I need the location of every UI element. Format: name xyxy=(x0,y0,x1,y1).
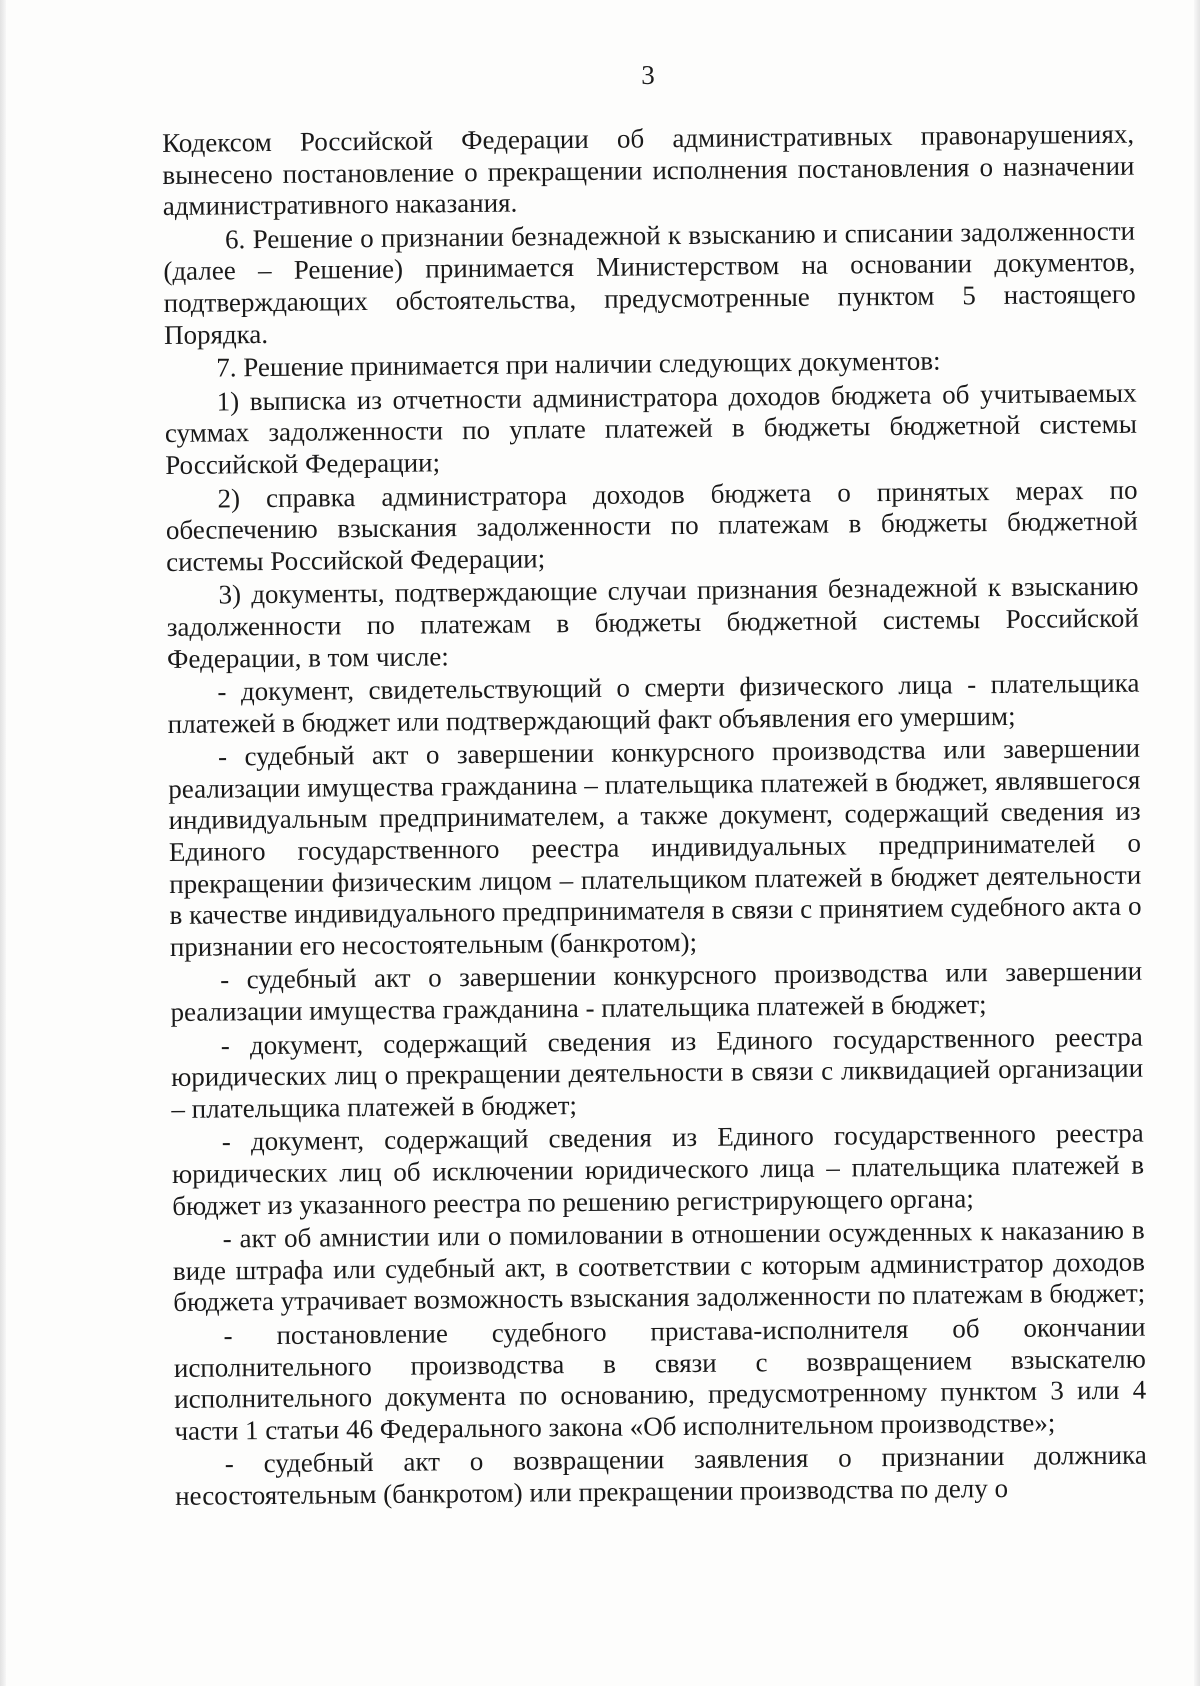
paragraph-item-6: 6. Решение о признании безнадежной к взысканию и списании задолженности (далее – Решение) принимается Министерством на основании документов, подтверждающих обстоятельства, предусмотренные пунктом 5 настоящего Порядка. xyxy=(163,215,1136,350)
sub-item-court-act-return: - судебный акт о возвращении заявления о признании должника несостоятельным (банкротом) или прекращении производства по делу о xyxy=(174,1439,1147,1511)
sub-item-death-document: - документ, свидетельствующий о смерти физического лица - плательщика платежей в бюджет или подтверждающий факт объявления его умершим; xyxy=(167,667,1140,739)
sub-item-bailiff-resolution: - постановление судебного пристава-исполнителя об окончании исполнительного производства в связи с возвращением взыскателю исполнительного документа по основанию, предусмотренному пунктом 3 или 4 части 1 статьи 46 Федерального закона «Об исполнительном производстве»; xyxy=(173,1311,1147,1446)
list-item-1: 1) выписка из отчетности администратора доходов бюджета об учитываемых суммах задолженности по уплате платежей в бюджеты бюджетной системы Российской Федерации; xyxy=(164,377,1138,480)
paragraph-item-7: 7. Решение принимается при наличии следующих документов: xyxy=(216,345,941,383)
sub-item-bankruptcy-citizen: - судебный акт о завершении конкурсного производства или завершении реализации имущества гражданина - плательщика платежей в бюджет; xyxy=(170,956,1143,1027)
page-number: 3 xyxy=(641,60,655,90)
sub-item-liquidation: - документ, содержащий сведения из Единого государственного реестра юридических лиц о прекращении деятельности в связи с ликвидацией организации – плательщика платежей в бюджет; xyxy=(170,1021,1144,1124)
sub-item-exclusion-from-registry: - документ, содержащий сведения из Единого государственного реестра юридических лиц об исключении юридического лица – плательщика платежей в бюджет из указанного реестра по решению регистрирующего органа; xyxy=(171,1118,1145,1221)
list-item-2: 2) справка администратора доходов бюджета о принятых мерах по обеспечению взыскания задолженности по платежам в бюджеты бюджетной системы Российской Федерации; xyxy=(165,474,1138,577)
scan-edge-left xyxy=(0,0,6,1686)
scan-edge-right xyxy=(1194,0,1200,1686)
sub-item-amnesty: - акт об амнистии или о помиловании в отношении осужденных к наказанию в виде штрафа или судебный акт, в соответствии с которым администратор доходов бюджета утрачивает возможность взыскания задолженности по платежам в бюджет; xyxy=(172,1214,1146,1318)
sub-item-bankruptcy-entrepreneur: - судебный акт о завершении конкурсного производства или завершении реализации имущества гражданина – плательщика платежей в бюджет, являвшегося индивидуальным предпринимателем, а также документ, содержащий сведения из Единого государственного реестра индивидуальных предпринимателей о прекращении физическим лицом – плательщиком платежей в бюджет деятельности в качестве индивидуального предпринимателя в связи с принятием судебного акта о признании его несостоятельным (банкротом); xyxy=(168,732,1142,962)
paragraph-continuation: Кодексом Российской Федерации об административных правонарушениях, вынесено постановление о прекращении исполнения постановления о назначении административного наказания. xyxy=(162,118,1135,222)
document-body xyxy=(162,119,1147,1515)
list-item-3: 3) документы, подтверждающие случаи признания безнадежной к взысканию задолженности по платежам в бюджеты бюджетной системы Российской Федерации, в том числе: xyxy=(166,570,1139,674)
